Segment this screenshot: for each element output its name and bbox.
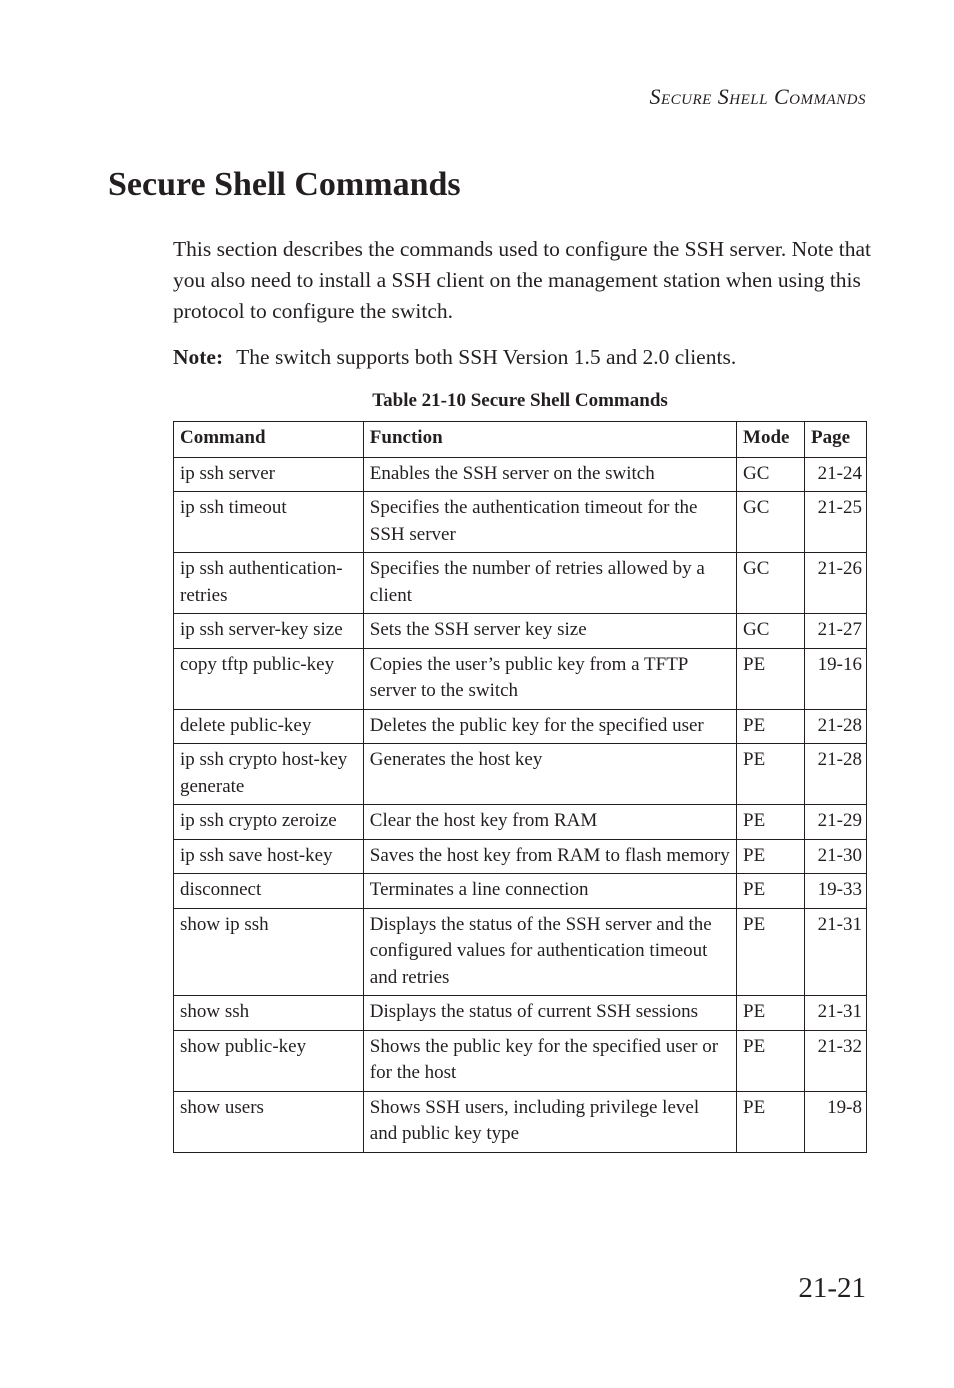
table-row — [174, 553, 867, 614]
command-cell: show ssh — [174, 996, 364, 1031]
mode-cell: PE — [737, 1091, 805, 1152]
function-cell: Shows SSH users, including privilege level and public key type — [363, 1091, 736, 1152]
header-mode: Mode — [737, 422, 805, 458]
table-row — [174, 744, 867, 805]
function-cell: Saves the host key from RAM to flash memory — [363, 839, 736, 874]
command-cell: show ip ssh — [174, 908, 364, 996]
function-cell: Clear the host key from RAM — [363, 805, 736, 840]
mode-cell: PE — [737, 709, 805, 744]
page-cell: 21-29 — [805, 805, 867, 840]
table-row — [174, 492, 867, 553]
page-cell: 21-31 — [805, 996, 867, 1031]
table-header-row — [174, 422, 867, 458]
function-cell: Shows the public key for the specified user or for the host — [363, 1030, 736, 1091]
command-cell: show public-key — [174, 1030, 364, 1091]
table-row — [174, 457, 867, 492]
page-number: 21-21 — [798, 1272, 866, 1304]
function-cell: Copies the user’s public key from a TFTP server to the switch — [363, 648, 736, 709]
command-cell: ip ssh server — [174, 457, 364, 492]
note-paragraph — [173, 342, 873, 373]
function-cell: Generates the host key — [363, 744, 736, 805]
function-cell: Terminates a line connection — [363, 874, 736, 909]
mode-cell: PE — [737, 874, 805, 909]
table-row — [174, 614, 867, 649]
function-cell: Specifies the authentication timeout for the SSH server — [363, 492, 736, 553]
table-row — [174, 648, 867, 709]
header-function: Function — [363, 422, 736, 458]
mode-cell: PE — [737, 908, 805, 996]
page-cell: 19-16 — [805, 648, 867, 709]
page-cell: 19-33 — [805, 874, 867, 909]
mode-cell: PE — [737, 1030, 805, 1091]
command-cell: delete public-key — [174, 709, 364, 744]
table-row — [174, 839, 867, 874]
page-cell: 21-30 — [805, 839, 867, 874]
function-cell: Deletes the public key for the specified user — [363, 709, 736, 744]
header-command: Command — [174, 422, 364, 458]
mode-cell: GC — [737, 457, 805, 492]
function-cell: Displays the status of current SSH sessions — [363, 996, 736, 1031]
mode-cell: GC — [737, 614, 805, 649]
running-header: Secure Shell Commands — [649, 84, 866, 109]
command-cell: ip ssh crypto host-key generate — [174, 744, 364, 805]
mode-cell: PE — [737, 805, 805, 840]
intro-paragraph: This section describes the commands used to configure the SSH server. Note that you also need to install a SSH client on the management station when using this protocol to configure the switch. — [173, 237, 871, 323]
table-row — [174, 1030, 867, 1091]
table-row — [174, 908, 867, 996]
function-cell: Sets the SSH server key size — [363, 614, 736, 649]
mode-cell: PE — [737, 996, 805, 1031]
page-cell: 21-28 — [805, 744, 867, 805]
command-cell: ip ssh authentication-retries — [174, 553, 364, 614]
table-row — [174, 874, 867, 909]
command-cell: show users — [174, 1091, 364, 1152]
page-cell: 21-28 — [805, 709, 867, 744]
page-cell: 19-8 — [805, 1091, 867, 1152]
page-cell: 21-31 — [805, 908, 867, 996]
function-cell: Specifies the number of retries allowed by a client — [363, 553, 736, 614]
page-title: Secure Shell Commands — [108, 166, 461, 203]
page-cell: 21-24 — [805, 457, 867, 492]
note-text: The switch supports both SSH Version 1.5 and 2.0 clients. — [236, 345, 737, 369]
command-cell: disconnect — [174, 874, 364, 909]
command-cell: ip ssh save host-key — [174, 839, 364, 874]
table-row — [174, 805, 867, 840]
table-row — [174, 709, 867, 744]
mode-cell: PE — [737, 744, 805, 805]
mode-cell: GC — [737, 492, 805, 553]
table-row — [174, 1091, 867, 1152]
mode-cell: PE — [737, 839, 805, 874]
command-cell: copy tftp public-key — [174, 648, 364, 709]
header-page: Page — [805, 422, 867, 458]
page-cell: 21-27 — [805, 614, 867, 649]
table-row — [174, 996, 867, 1031]
function-cell: Enables the SSH server on the switch — [363, 457, 736, 492]
mode-cell: GC — [737, 553, 805, 614]
page-cell: 21-25 — [805, 492, 867, 553]
page-cell: 21-26 — [805, 553, 867, 614]
note-label: Note: — [173, 345, 224, 369]
command-cell: ip ssh crypto zeroize — [174, 805, 364, 840]
table-caption: Table 21-10 Secure Shell Commands — [372, 390, 668, 411]
command-cell: ip ssh server-key size — [174, 614, 364, 649]
function-cell: Displays the status of the SSH server and the configured values for authentication timeout and retries — [363, 908, 736, 996]
command-cell: ip ssh timeout — [174, 492, 364, 553]
commands-table — [173, 421, 867, 1153]
page-cell: 21-32 — [805, 1030, 867, 1091]
mode-cell: PE — [737, 648, 805, 709]
